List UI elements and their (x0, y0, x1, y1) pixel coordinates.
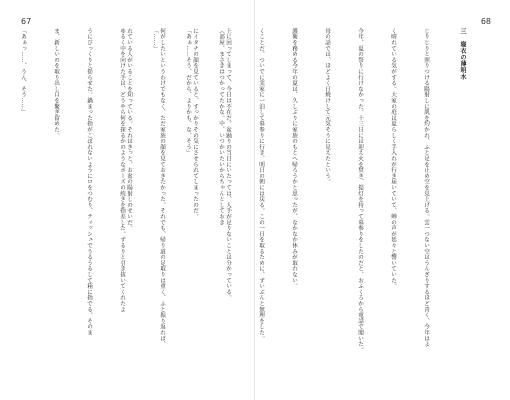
text-line: 護衛を務める今年の夏は、久しぶりに家族のもとへ帰ろうかと思ったが、なかなか休みが取れない。 (291, 28, 297, 289)
text-line: れている人がいることを知っている。それはきっと、お盆の陽射しのせいだ。 (126, 28, 132, 231)
text-line: 上に回ってしまって、今日は不在だ。盆踊りの当日にいたっては、人手が足りないことは分かっている。 (225, 28, 231, 301)
text-line: ま、新しいのを取り出し口を繋ぎ留めた。 (53, 28, 59, 139)
text-line: じりじりと照りつける陽射しに肌を灼かれ、ふと足を止め空を見上げる。雲一つない空はうんざりするほど青く、今年はよ (423, 28, 429, 347)
text-line: 何がしたいというわけでもなく、ただ家族の顔を見ておきたかった。それでも、帰り道の足取りは重く、ふと振り返れば、 (159, 28, 165, 347)
text-line: （部屋、まさきはつかってたかな。中、いつかいたいからちゃんとしておき (218, 28, 224, 226)
text-line: 「……」 (152, 28, 158, 52)
right-page-number: 68 (480, 17, 491, 26)
text-line: うにびっくりと揺らせた。鍋まった指がこぼれないようにロをつむり、ティッシュでうるうるして箱に指でる。そのま (86, 28, 92, 336)
text-line: 「あぁっ……、うん、そう……」 (20, 28, 26, 115)
text-line: 母の話では、ほどよく日焼けして元気そうに見えたという。 (324, 28, 330, 185)
text-line: 「あぁ……そう、だから、よりかも、な、そう」 (185, 28, 191, 156)
text-line: 今年、夏の祭りに行けなかった。十三日には迎え火を焚き、提灯を持って墓参りをしたのだと、おふくろから電話で聞いた。 (357, 28, 363, 353)
left-page-number: 67 (21, 17, 32, 26)
text-line: く晴れている気がする。大家の庭は夏らしく手入れが行き届いていて、蝉の声が延々と響いていた。 (390, 28, 396, 289)
text-line: にイタチの顔を見ていると、すっかりその気にさせられてしまったのだ。 (192, 28, 198, 220)
chapter-heading: 三 寝衣の薄明水 (459, 28, 466, 80)
text-line: ゆるく中を向けた手は、どうやら何を探るかのようなポーズの続きを指差した。ずるりと引き抜いてくれたよ (119, 28, 125, 313)
text-line: くことだ。ついでに実家に一泊して墓参りに行き、明日の朝には戻る。この一日を取るために、ずいぶんと無理をした。 (258, 28, 264, 342)
